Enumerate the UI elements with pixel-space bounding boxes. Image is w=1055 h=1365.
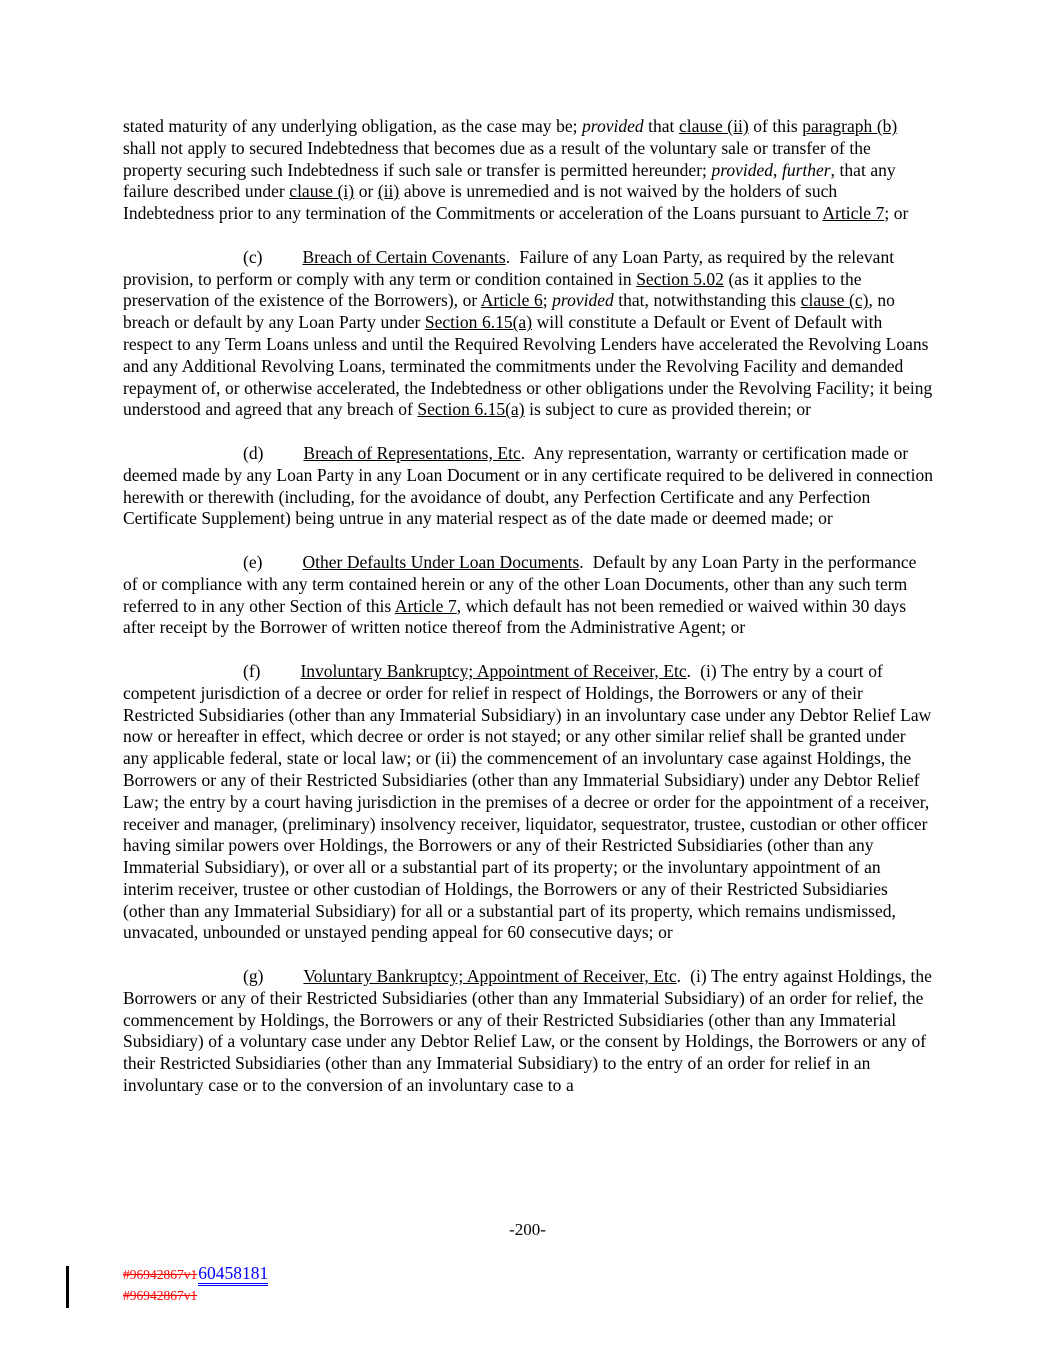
footnote-line-2 bbox=[123, 1285, 268, 1306]
page-number: -200- bbox=[509, 1220, 546, 1239]
paragraph-clause-f: (f) Involuntary Bankruptcy; Appointment of Receiver, Etc. (i) The entry by a court of competent jurisdiction of a decree or order for relief in respect of Holdings, the Borrowers or any of their Restricted Subsidiaries (other than any Immaterial Subsidiary) in an involuntary case under any Debtor Relief Law now or hereafter in effect, which decree or order is not stayed; or any other similar relief shall be granted under any applicable federal, state or local law; or (ii) the commencement of an involuntary case against Holdings, the Borrowers or any of their Restricted Subsidiaries (other than any Immaterial Subsidiary) under any Debtor Relief Law; the entry by a court having jurisdiction in the premises of a decree or order for the appointment of a receiver, receiver and manager, (preliminary) insolvency receiver, liquidator, sequestrator, trustee, custodian or other officer having similar powers over Holdings, the Borrowers or any of their Restricted Subsidiaries (other than any Immaterial Subsidiary), or over all or a substantial part of its property; or the involuntary appointment of an interim receiver, trustee or other custodian of Holdings, the Borrowers or any of their Restricted Subsidiaries (other than any Immaterial Subsidiary) for all or a substantial part of its property, which remains undismissed, unvacated, unbounded or unstayed pending appeal for 60 consecutive days; or bbox=[123, 660, 932, 943]
footnote-deleted-id: #96942867v1 bbox=[123, 1267, 198, 1282]
footnote-deleted-id-2: #96942867v1 bbox=[123, 1288, 198, 1303]
change-bar bbox=[66, 1266, 69, 1308]
footnote-block bbox=[123, 1263, 268, 1306]
paragraph-continuation: stated maturity of any underlying obligation, as the case may be; provided that clause (ii) of this paragraph (b) shall not apply to secured Indebtedness that becomes due as a result of the voluntary sale or transfer of the property securing such Indebtedness if such sale or transfer is permitted hereunder; provided, further, that any failure described under clause (i) or (ii) above is unremedied and is not waived by the holders of such Indebtedness prior to any termination of the Commitments or acceleration of the Loans pursuant to Article 7; or bbox=[123, 116, 909, 224]
document-body bbox=[123, 116, 933, 1097]
footnote-line-1 bbox=[123, 1263, 268, 1285]
paragraph-clause-c: (c) Breach of Certain Covenants. Failure of any Loan Party, as required by the relevant provision, to perform or comply with any term or condition contained in Section 5.02 (as it applies to the preservation of the existence of the Borrowers), or Article 6; provided that, notwithstanding this clause (c), no breach or default by any Loan Party under Section 6.15(a) will constitute a Default or Event of Default with respect to any Term Loans unless and until the Required Revolving Lenders have accelerated the Revolving Loans and any Additional Revolving Loans, terminated the commitments under the Revolving Facility and demanded repayment of, or otherwise accelerated, the Indebtedness or other obligations under the Revolving Facility; it being understood and agreed that any breach of Section 6.15(a) is subject to cure as provided therein; or bbox=[123, 246, 933, 420]
paragraph-clause-g: (g) Voluntary Bankruptcy; Appointment of Receiver, Etc. (i) The entry against Holdings, the Borrowers or any of their Restricted Subsidiaries (other than any Immaterial Subsidiary) of an order for relief, the commencement by Holdings, the Borrowers or any of their Restricted Subsidiaries (other than any Immaterial Subsidiary) of a voluntary case under any Debtor Relief Law, or the consent by Holdings, the Borrowers or any of their Restricted Subsidiaries (other than any Immaterial Subsidiary) to the entry of an order for relief in an involuntary case or to the conversion of an involuntary case to a bbox=[123, 966, 932, 1096]
paragraph-clause-d: (d) Breach of Representations, Etc. Any representation, warranty or certification made or deemed made by any Loan Party in any Loan Document or in any certificate required to be delivered in connection herewith or therewith (including, for the avoidance of doubt, any Perfection Certificate and any Perfection Certificate Supplement) being untrue in any material respect as of the date made or deemed made; or bbox=[123, 442, 933, 529]
footnote-inserted-id: 60458181 bbox=[198, 1263, 268, 1286]
paragraph-clause-e: (e) Other Defaults Under Loan Documents. Default by any Loan Party in the performance of or compliance with any term contained herein or any of the other Loan Documents, other than any such term referred to in any other Section of this Article 7, which default has not been remedied or waived within 30 days after receipt by the Borrower of written notice thereof from the Administrative Agent; or bbox=[123, 551, 917, 638]
